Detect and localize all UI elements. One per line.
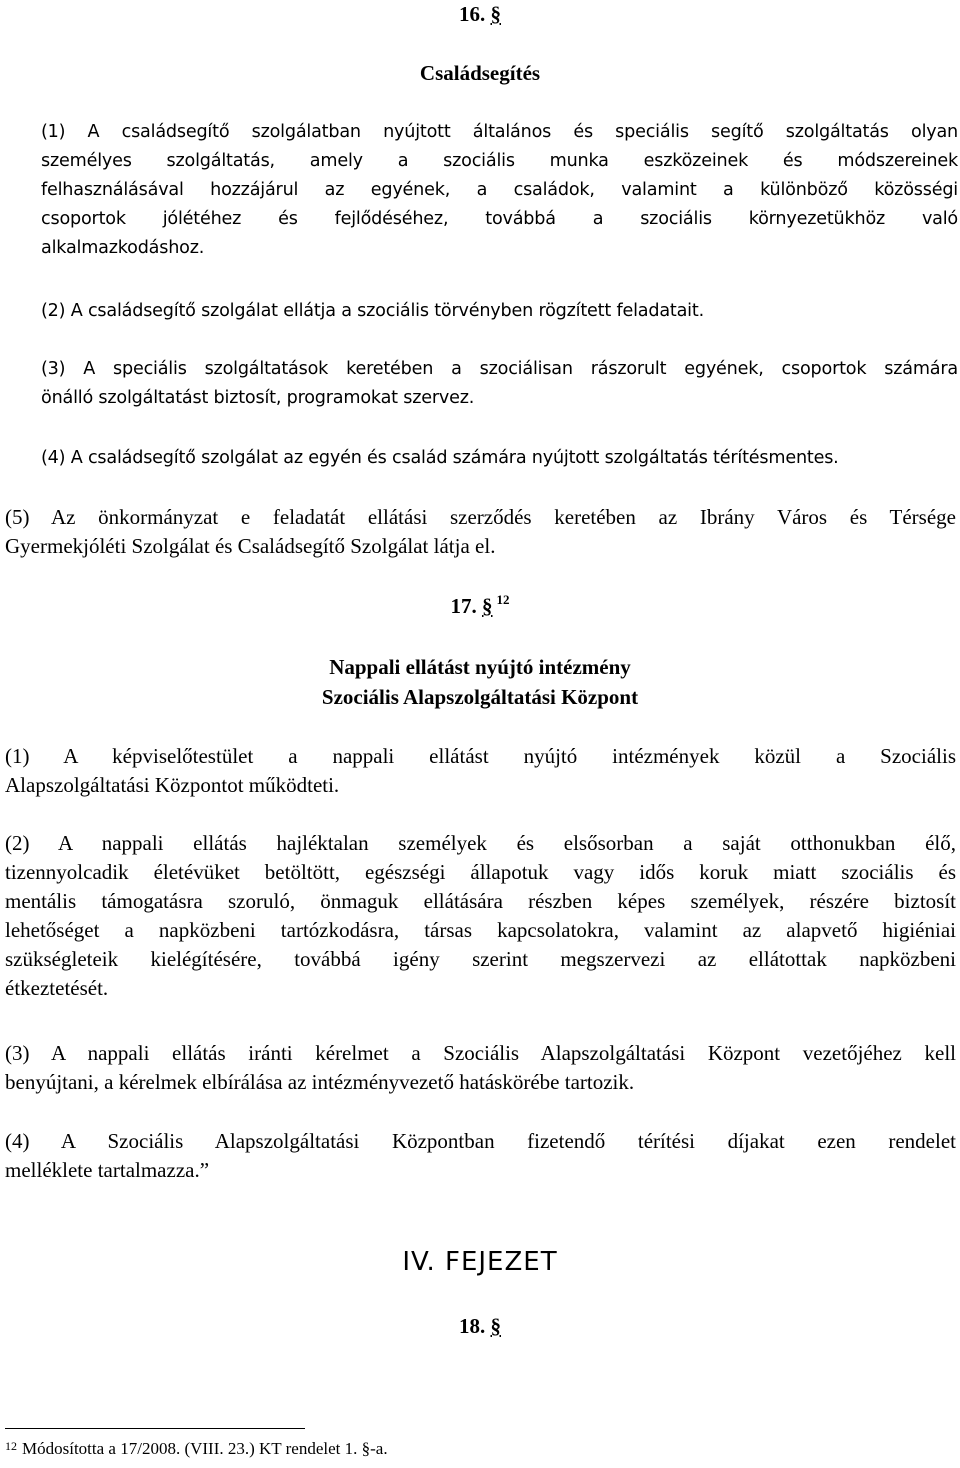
nappali-paragraph-3 [5, 1039, 956, 1097]
csaladsegites-paragraph-2 [41, 297, 958, 326]
nappali-paragraph-4 [5, 1127, 956, 1185]
nappali-title-line-1: Nappali ellátást nyújtó intézmény [329, 655, 631, 679]
footnote-separator [5, 1428, 305, 1429]
csaladsegites-paragraph-5 [5, 503, 956, 561]
section-sign: § [482, 594, 493, 618]
text-line: (3) A speciális szolgáltatások keretében a szociálisan rászorult egyének, csoportok számára [41, 359, 958, 379]
text-line: személyes szolgáltatás, amely a szociális munka eszközeinek és módszereinek [41, 151, 958, 171]
text-line: (5) Az önkormányzat e feladatát ellátási szerződés keretében az Ibrány Város és Térsége [5, 505, 956, 529]
section-number: 18. [459, 1314, 486, 1338]
footnote-text: Módosította a 17/2008. (VIII. 23.) KT rendelet 1. §-a. [22, 1439, 388, 1458]
nappali-paragraph-1 [5, 742, 956, 800]
text-line: csoportok jólétéhez és fejlődéséhez, továbbá a szociális környezetükhöz való [41, 209, 958, 229]
csaladsegites-paragraph-4 [41, 444, 958, 473]
text-line: felhasználásával hozzájárul az egyének, a családok, valamint a különböző közösségi [41, 180, 958, 200]
footnote [5, 1437, 388, 1461]
text-line: (3) A nappali ellátás iránti kérelmet a Szociális Alapszolgáltatási Központ vezetőjéhez kell [5, 1041, 956, 1065]
section-sign: § [490, 1314, 501, 1338]
text-line: tizennyolcadik életévüket betöltött, egészségi állapotuk vagy idős koruk miatt szociális és [5, 860, 956, 884]
chapter-heading: IV. FEJEZET [402, 1247, 558, 1277]
csaladsegites-paragraph-1 [41, 118, 958, 263]
text-line: alkalmazkodáshoz. [41, 238, 205, 258]
text-line: önálló szolgáltatást biztosít, programokat szervez. [41, 388, 475, 408]
nappali-paragraph-2 [5, 829, 956, 1003]
nappali-title-line-2: Szociális Alapszolgáltatási Központ [321, 685, 639, 709]
section-number: 16. [459, 2, 486, 26]
text-line: (2) A családsegítő szolgálat ellátja a szociális törvényben rögzített feladatait. [41, 301, 704, 321]
text-line: étkeztetését. [5, 976, 109, 1000]
text-line: (1) A képviselőtestület a nappali ellátást nyújtó intézmények közül a Szociális [5, 744, 956, 768]
text-line: Alapszolgáltatási Központot működteti. [5, 773, 340, 797]
text-line: Gyermekjóléti Szolgálat és Családsegítő Szolgálat látja el. [5, 534, 496, 558]
section-17-heading [0, 594, 960, 618]
text-line: (1) A családsegítő szolgálatban nyújtott általános és speciális segítő szolgáltatás olyan [41, 122, 958, 142]
text-line: melléklete tartalmazza.” [5, 1158, 210, 1182]
text-line: szükségleteik kielégítésére, továbbá igény szerint megszervezi az ellátottak napközbeni [5, 947, 956, 971]
section-16-heading [0, 2, 960, 26]
footnote-reference: 12 [496, 592, 510, 607]
section-18-heading [0, 1314, 960, 1338]
csaladsegites-paragraph-3 [41, 355, 958, 413]
text-line: mentális támogatásra szoruló, önmaguk ellátására részben képes személyek, részére biztosít [5, 889, 956, 913]
section-sign: § [490, 2, 501, 26]
text-line: benyújtani, a kérelmek elbírálása az intézményvezető hatáskörébe tartozik. [5, 1070, 635, 1094]
text-line: (4) A Szociális Alapszolgáltatási Központban fizetendő térítési díjakat ezen rendelet [5, 1129, 956, 1153]
csaladsegites-title: Családsegítés [419, 61, 541, 85]
footnote-number: 12 [5, 1439, 17, 1453]
text-line: (2) A nappali ellátás hajléktalan személyek és elsősorban a saját otthonukban élő, [5, 831, 956, 855]
text-line: (4) A családsegítő szolgálat az egyén és család számára nyújtott szolgáltatás térítésmentes. [41, 448, 839, 468]
section-number: 17. [450, 594, 477, 618]
text-line: lehetőséget a napközbeni tartózkodásra, társas kapcsolatokra, valamint az alapvető higiéniai [5, 918, 956, 942]
